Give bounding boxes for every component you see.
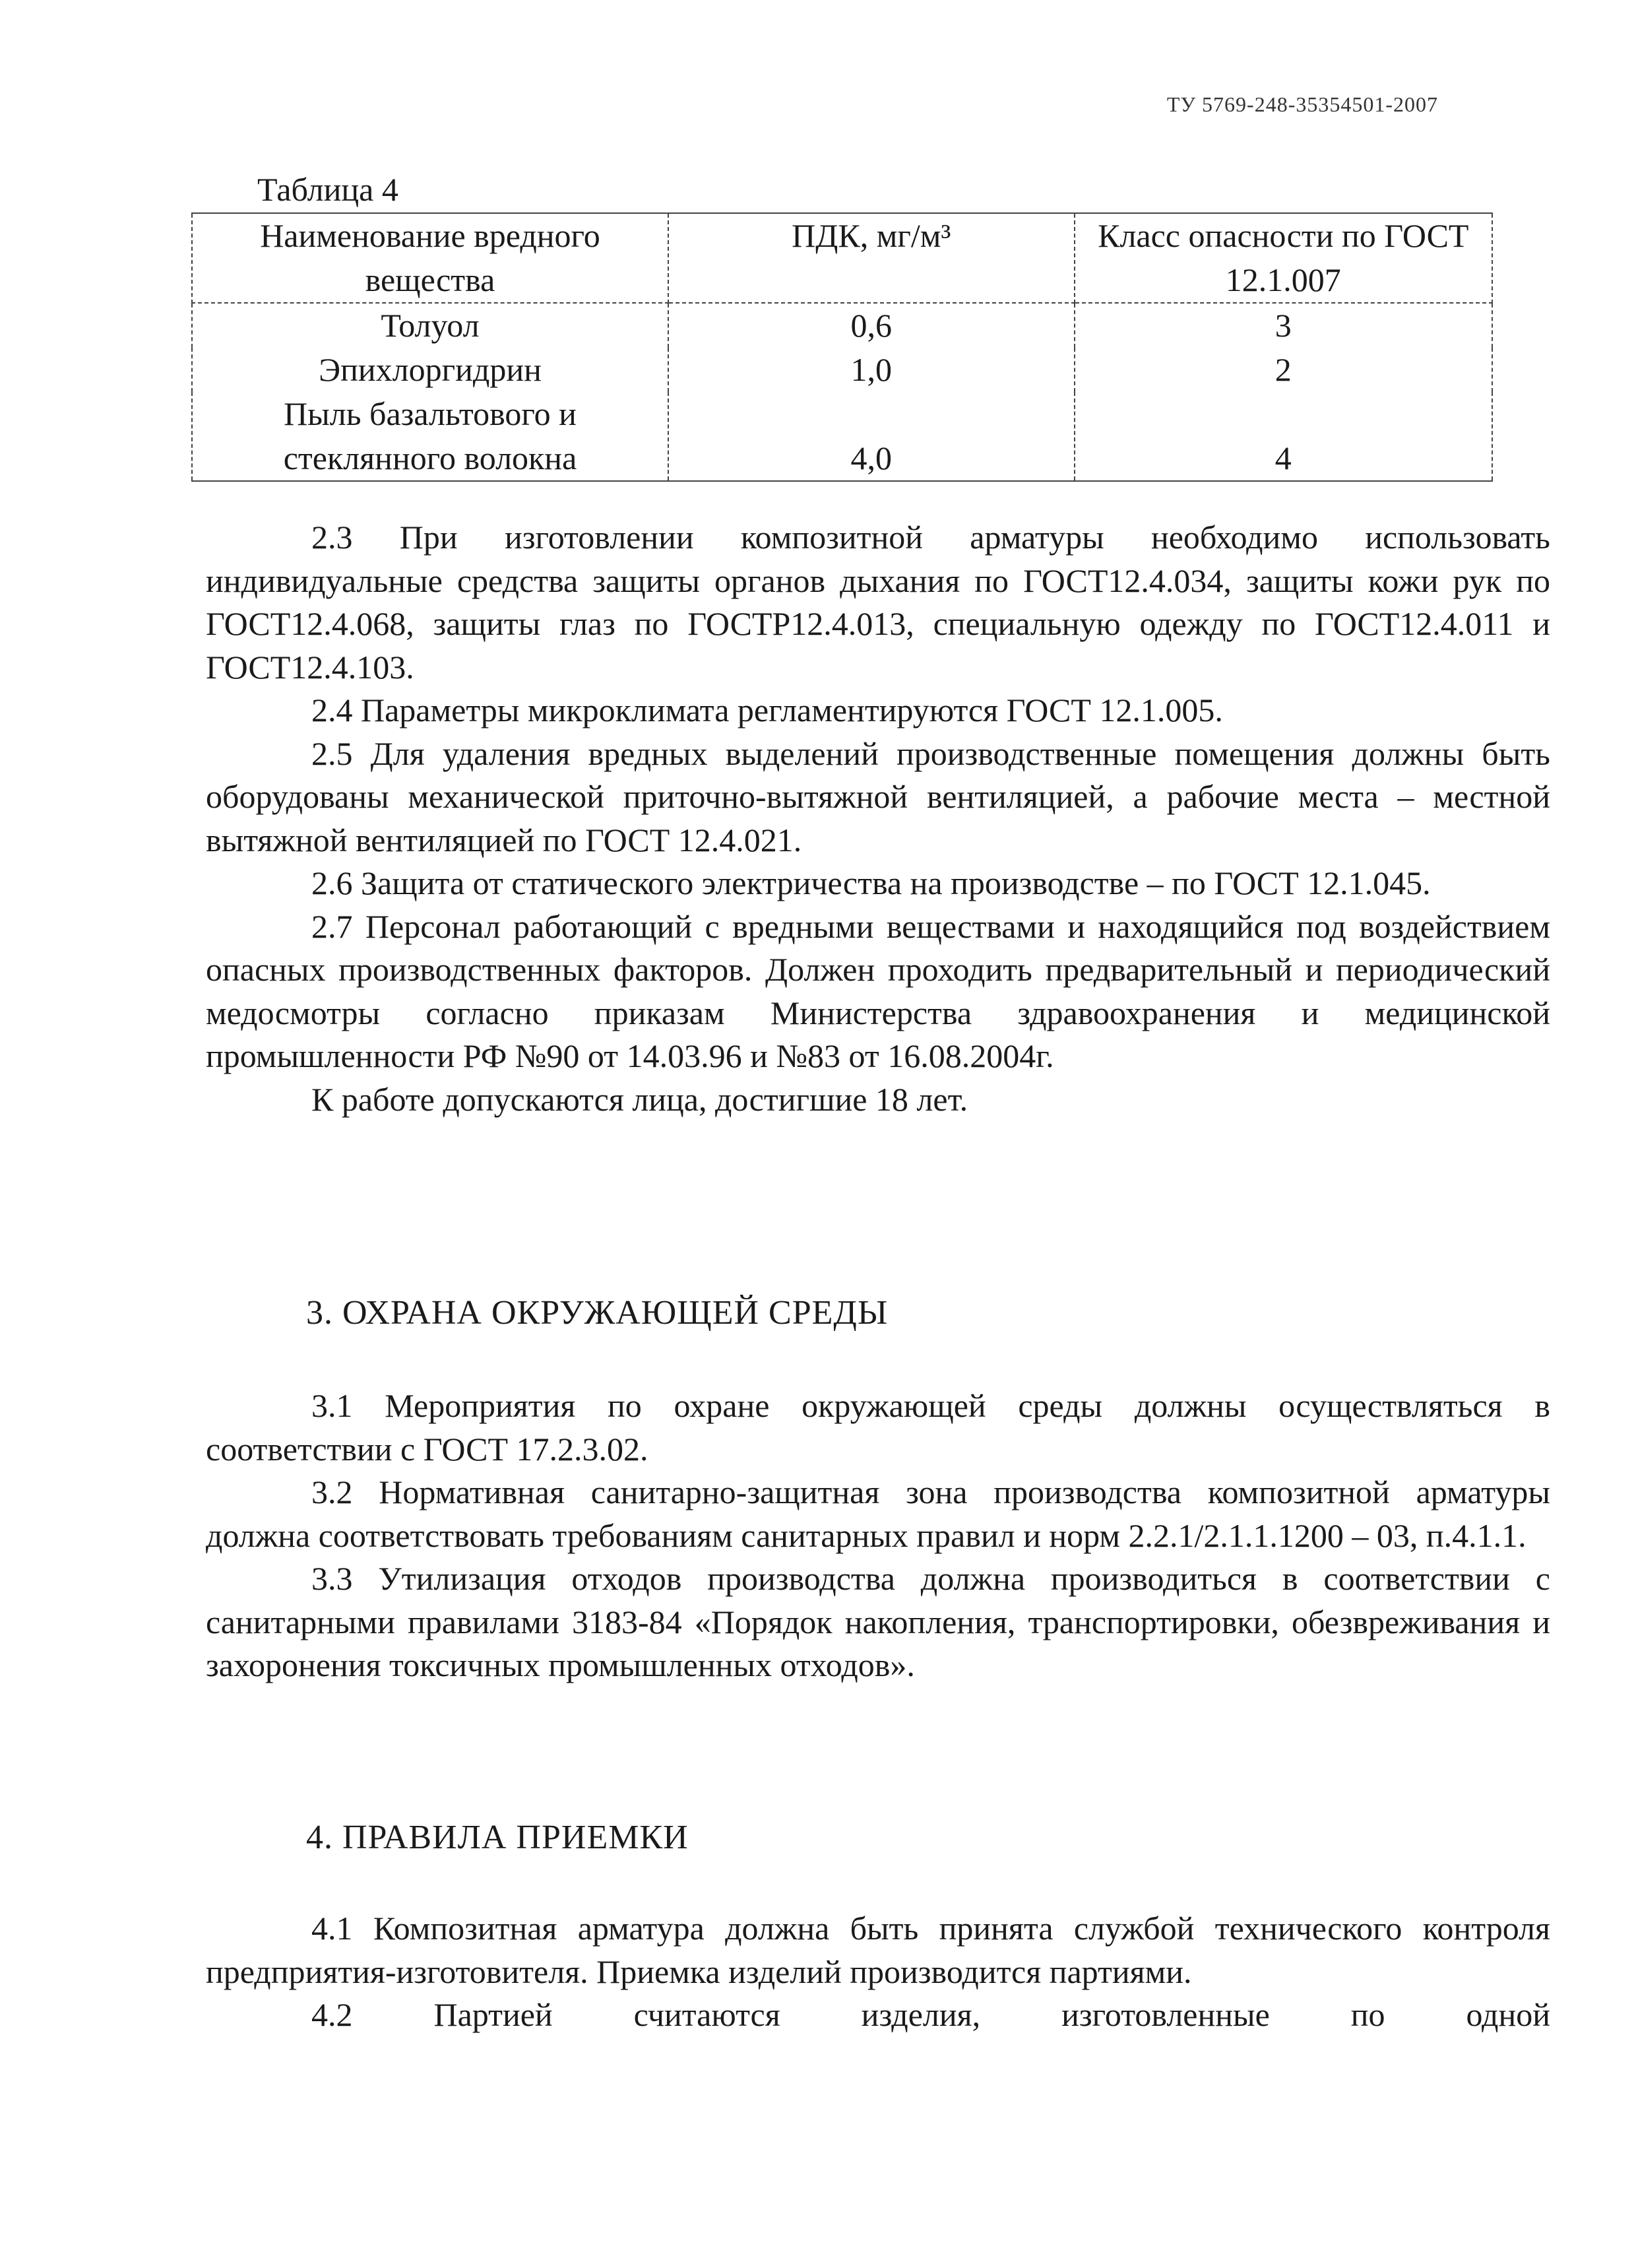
hazard-table — [191, 212, 1493, 482]
document-code: ТУ 5769-248-35354501-2007 — [1166, 92, 1438, 116]
section-3-heading: 3. ОХРАНА ОКРУЖАЮЩЕЙ СРЕДЫ — [306, 1294, 889, 1332]
paragraph-3-3: 3.3 Утилизация отходов производства должна производиться в соответствии с санитарными правилами 3183-84 «Порядок накопления, транспортировки, обезвреживания и захоронения токсичных промышленных отходов». — [206, 1560, 1550, 1683]
table-cell: 4,0 — [668, 392, 1075, 481]
table-cell: 4 — [1075, 392, 1492, 481]
table-row — [192, 392, 1492, 481]
table-cell: 3 — [1075, 303, 1492, 348]
paragraph-4-2: 4.2 Партией считаются изделия, изготовленные по одной — [311, 1996, 1550, 2033]
column-header-mac: ПДК, мг/м³ — [668, 213, 1075, 303]
paragraph-2-7: 2.7 Персонал работающий с вредными веществами и находящийся под воздействием опасных производственных факторов. Должен проходить предварительный и периодический медосмотры согласно приказам Министерства здравоохранения и медицинской промышленности РФ №90 от 14.03.96 и №83 от 16.08.2004г. — [206, 907, 1550, 1074]
paragraph-2-6: 2.6 Защита от статического электричества на производстве – по ГОСТ 12.1.045. — [311, 864, 1431, 901]
paragraph-3-2: 3.2 Нормативная санитарно-защитная зона производства композитной арматуры должна соответствовать требованиям санитарных правил и норм 2.2.1/2.1.1.1200 – 03, п.4.1.1. — [206, 1474, 1550, 1554]
table-cell: Пыль базальтового и стеклянного волокна — [192, 392, 668, 481]
table-cell: 0,6 — [668, 303, 1075, 348]
paragraph-4-1: 4.1 Композитная арматура должна быть принята службой технического контроля предприятия-изготовителя. Приемка изделий производится партиями. — [206, 1910, 1550, 1990]
paragraph-2-5: 2.5 Для удаления вредных выделений производственные помещения должны быть оборудованы механической приточно-вытяжной вентиляцией, а рабочие места – местной вытяжной вентиляцией по ГОСТ 12.4.021. — [206, 734, 1550, 859]
table-caption: Таблица 4 — [257, 171, 398, 208]
paragraph-3-1: 3.1 Мероприятия по охране окружающей среды должны осуществляться в соответствии с ГОСТ 17.2.3.02. — [206, 1387, 1550, 1468]
paragraph-2-3: 2.3 При изготовлении композитной арматуры необходимо использовать индивидуальные средства защиты органов дыхания по ГОСТ12.4.034, защиты кожи рук по ГОСТ12.4.068, защиты глаз по ГОСТР12.4.013, специальную одежду по ГОСТ12.4.011 и ГОСТ12.4.103. — [206, 519, 1550, 686]
table-cell: Эпихлоргидрин — [192, 348, 668, 392]
section-4-body — [206, 1907, 1550, 2037]
column-header-hazard-class: Класс опасности по ГОСТ 12.1.007 — [1075, 213, 1492, 303]
column-header-substance: Наименование вредного вещества — [192, 213, 668, 303]
paragraph-2-4: 2.4 Параметры микроклимата регламентируются ГОСТ 12.1.005. — [311, 692, 1223, 729]
section-2-body — [206, 516, 1550, 1121]
section-4-heading: 4. ПРАВИЛА ПРИЕМКИ — [306, 1819, 689, 1856]
table-row — [192, 303, 1492, 348]
table-cell: 1,0 — [668, 348, 1075, 392]
section-3-body — [206, 1384, 1550, 1687]
table-cell: Толуол — [192, 303, 668, 348]
table-cell: 2 — [1075, 348, 1492, 392]
table-header-row — [192, 213, 1492, 303]
paragraph-age-requirement: К работе допускаются лица, достигшие 18 лет. — [311, 1080, 968, 1118]
table-row — [192, 348, 1492, 392]
